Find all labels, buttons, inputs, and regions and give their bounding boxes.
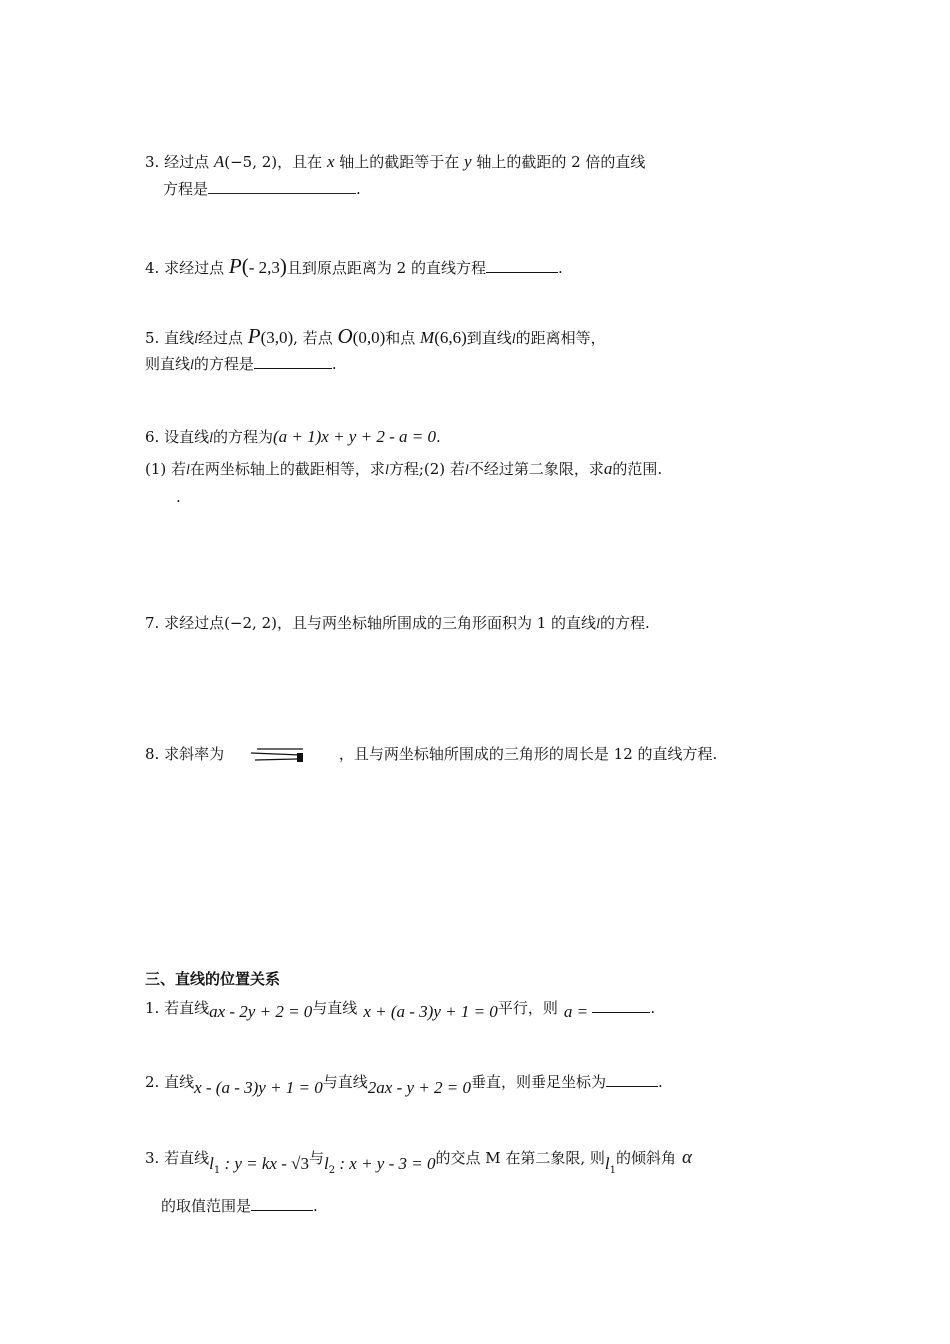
answer-blank[interactable] (208, 177, 356, 194)
answer-blank[interactable] (251, 1194, 313, 1211)
problem-8: 8. 求斜率为 ，且与两坐标轴所围成的三角形的周长是 12 的直线方程. (145, 745, 718, 763)
answer-blank[interactable] (254, 352, 332, 369)
problem-3-line-2: 方程是 . (163, 177, 361, 199)
problem-6-line-2: (1) 若l在两坐标轴上的截距相等，求l方程;(2) 若l不经过第二象限，求a的范围. (145, 459, 663, 478)
problem-6-line-1: 6. 设直线l的方程为(a + 1)x + y + 2 - a = 0. (145, 427, 441, 446)
problem-5-line-2: 则直线l的方程是 . (145, 352, 337, 376)
point-p-label: P (228, 254, 242, 278)
problem-7: 7. 求经过点(−2, 2)，且与两坐标轴所围成的三角形面积为 1 的直线l的方程. (145, 614, 650, 632)
answer-blank[interactable] (606, 1070, 658, 1087)
stray-dot: . (176, 488, 181, 506)
answer-blank[interactable] (486, 256, 558, 273)
point-a-label: A (213, 152, 225, 171)
section3-problem-1: 1. 若直线ax - 2y + 2 = 0与直线 x + (a - 3)y + 1 = 0平行，则 a = . (145, 996, 655, 1018)
answer-blank[interactable] (592, 996, 650, 1013)
equation: (a + 1)x + y + 2 - a = 0 (273, 427, 436, 446)
slope-fraction-image (229, 745, 339, 765)
section3-problem-2: 2. 直线x - (a - 3)y + 1 = 0与直线2ax - y + 2 = 0垂直，则垂足坐标为 . (145, 1070, 663, 1092)
section3-problem-3-line-1: 3. 若直线$l_1$ : y = kx - √3与$l_2$ : x + y - 3 = 0的交点 M 在第二象限, 则$l_1$的倾斜角 α (145, 1147, 693, 1176)
section3-problem-3-line-2: 的取值范围是 . (161, 1194, 318, 1216)
problem-4: 4. 求经过点 P(- 2,3)且到原点距离为 2 的直线方程 . (145, 254, 563, 278)
problem-3-line-1: 3. 经过点 A(−5, 2)，且在 x 轴上的截距等于在 y 轴上的截距的 2 倍的直线 (145, 152, 646, 171)
problem-5-line-1: 5. 直线l经过点 P(3,0), 若点 O(0,0)和点 M(6,6)到直线l的距离相等， (145, 324, 606, 348)
section-heading: 三、直线的位置关系 (145, 970, 281, 988)
alpha-symbol: α (682, 1147, 693, 1168)
